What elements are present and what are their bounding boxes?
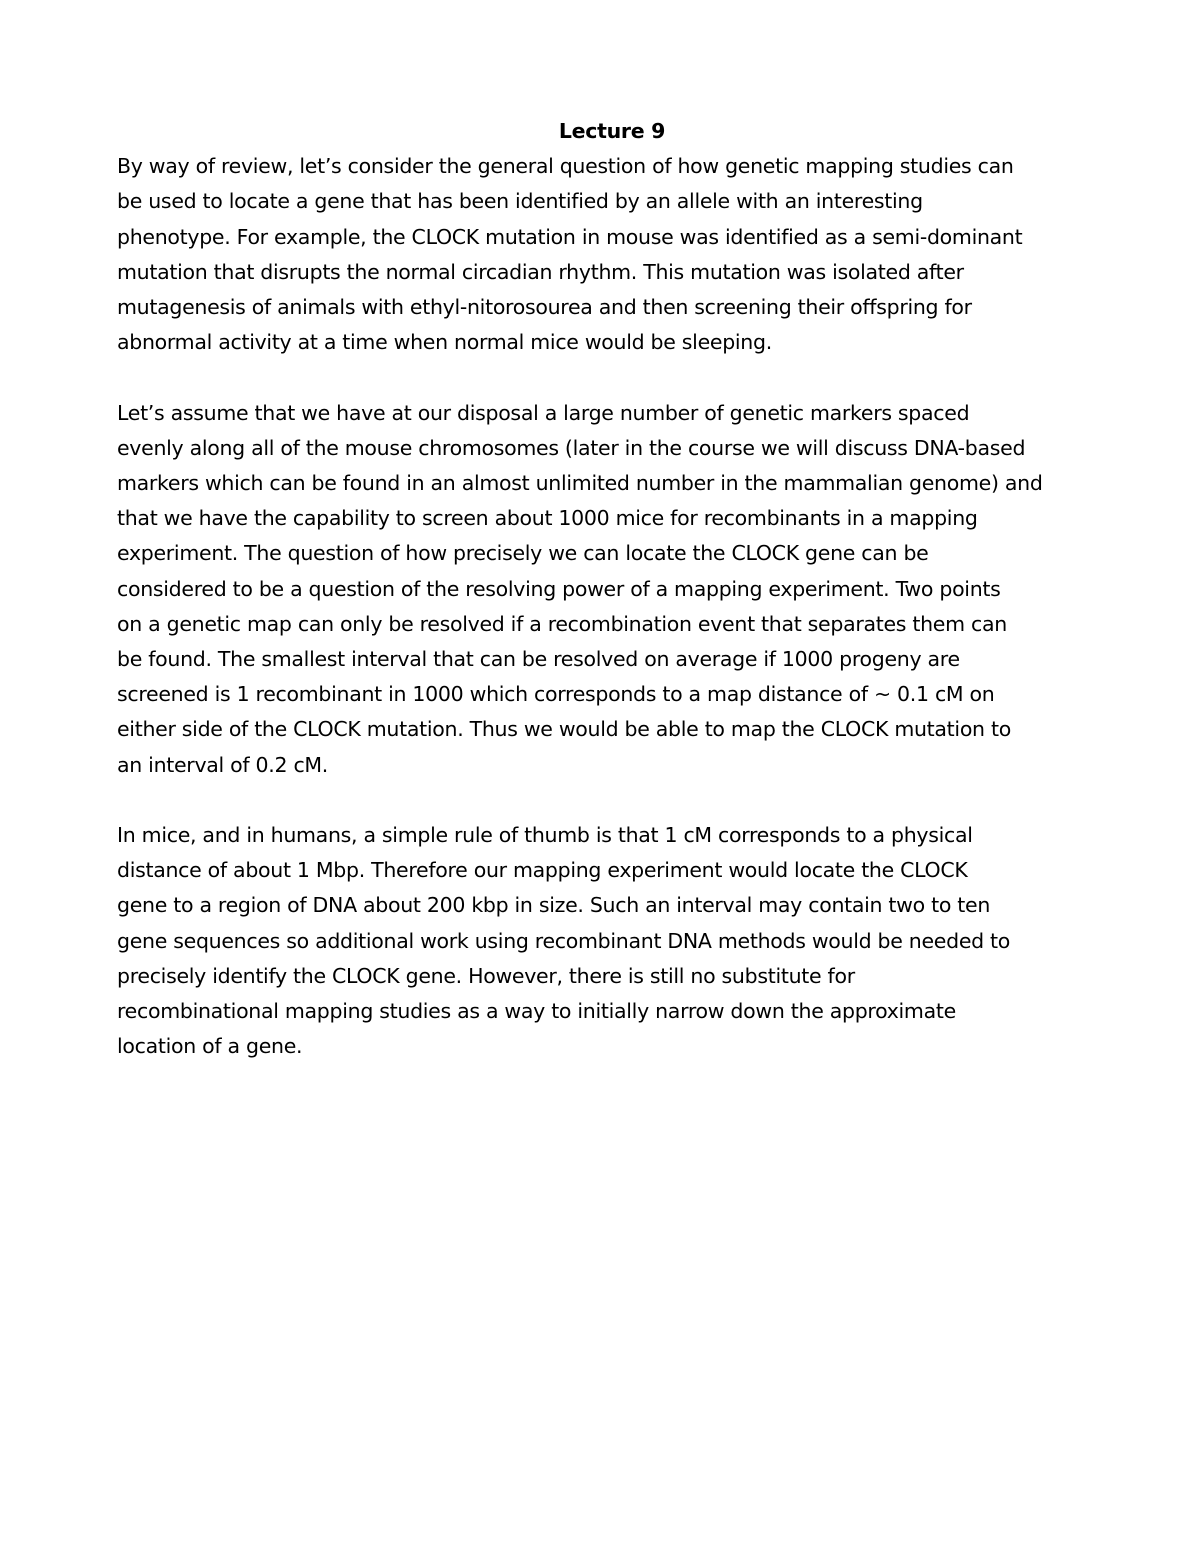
text-line: mutagenesis of animals with ethyl-nitorosourea and then screening their offspring for — [117, 295, 972, 320]
paragraph-review — [117, 149, 1107, 360]
paragraph-markers — [117, 396, 1107, 783]
text-line: Let’s assume that we have at our disposal a large number of genetic markers spaced — [117, 400, 970, 425]
text-line: abnormal activity at a time when normal mice would be sleeping. — [117, 330, 772, 355]
text-line: either side of the CLOCK mutation. Thus we would be able to map the CLOCK mutation to — [117, 717, 1011, 742]
text-line: be used to locate a gene that has been identified by an allele with an interesting — [117, 189, 923, 214]
text-line: be found. The smallest interval that can be resolved on average if 1000 progeny are — [117, 647, 960, 672]
text-line: on a genetic map can only be resolved if a recombination event that separates them can — [117, 611, 1007, 636]
text-line: evenly along all of the mouse chromosomes (later in the course we will discuss DNA-based — [117, 435, 1026, 460]
lecture-title: Lecture 9 — [558, 119, 666, 143]
text-line: an interval of 0.2 cM. — [117, 752, 329, 777]
text-line: screened is 1 recombinant in 1000 which corresponds to a map distance of ~ 0.1 cM on — [117, 682, 995, 707]
text-line: In mice, and in humans, a simple rule of thumb is that 1 cM corresponds to a physical — [117, 823, 973, 848]
text-line: that we have the capability to screen about 1000 mice for recombinants in a mapping — [117, 506, 978, 531]
text-line: location of a gene. — [117, 1034, 303, 1059]
text-line: gene sequences so additional work using recombinant DNA methods would be needed to — [117, 928, 1011, 953]
text-line: considered to be a question of the resolving power of a mapping experiment. Two points — [117, 576, 1001, 601]
text-line: distance of about 1 Mbp. Therefore our mapping experiment would locate the CLOCK — [117, 858, 968, 883]
text-line: markers which can be found in an almost unlimited number in the mammalian genome) and — [117, 471, 1043, 496]
text-line: By way of review, let’s consider the general question of how genetic mapping studies can — [117, 154, 1014, 179]
document-body — [117, 114, 1107, 1064]
text-line: experiment. The question of how precisely we can locate the CLOCK gene can be — [117, 541, 929, 566]
paragraph-spacer — [117, 783, 1107, 818]
text-line: precisely identify the CLOCK gene. However, there is still no substitute for — [117, 963, 855, 988]
text-line: recombinational mapping studies as a way to initially narrow down the approximate — [117, 999, 956, 1024]
paragraph-rule-of-thumb — [117, 818, 1107, 1064]
text-line: mutation that disrupts the normal circadian rhythm. This mutation was isolated after — [117, 259, 964, 284]
text-line: phenotype. For example, the CLOCK mutation in mouse was identified as a semi-dominant — [117, 224, 1023, 249]
paragraph-spacer — [117, 360, 1107, 395]
text-line: gene to a region of DNA about 200 kbp in size. Such an interval may contain two to ten — [117, 893, 991, 918]
